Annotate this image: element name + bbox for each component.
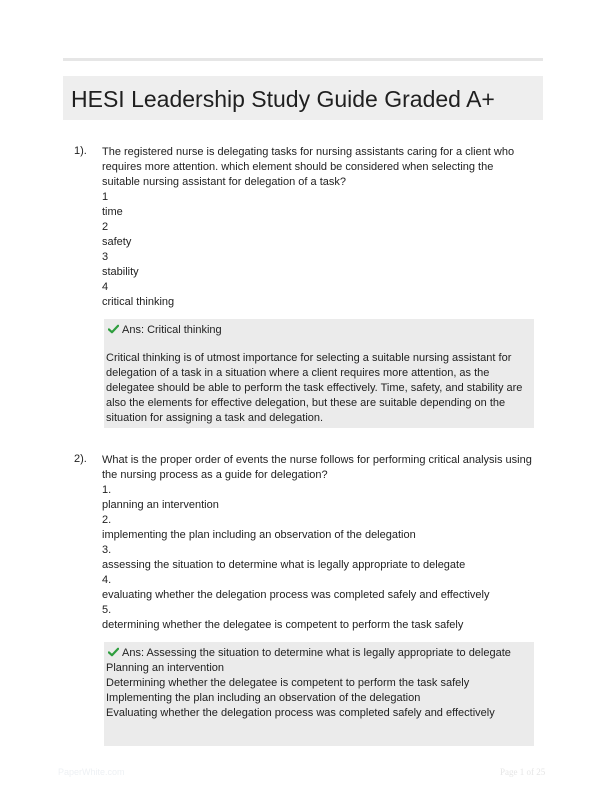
checkmark-icon — [108, 647, 119, 657]
footer-watermark: PaperWhite.com — [58, 767, 125, 777]
option-number: 1 — [102, 191, 109, 203]
option-number: 4 — [102, 281, 109, 293]
option-text: implementing the plan including an observation of the delegation — [102, 529, 416, 541]
option-text: time — [102, 206, 123, 218]
question-number: 2). — [74, 453, 87, 465]
option-number: 3 — [102, 251, 109, 263]
option-text: critical thinking — [102, 296, 175, 308]
answer-step: Evaluating whether the delegation process was completed safely and effectively — [106, 707, 495, 719]
question-content — [102, 453, 534, 633]
answer-label: Ans: Critical thinking — [122, 324, 222, 336]
answer-step: Determining whether the delegatee is competent to perform the task safely — [106, 677, 470, 689]
option-text: evaluating whether the delegation process was completed safely and effectively — [102, 589, 490, 601]
top-divider — [63, 58, 543, 61]
document-title: HESI Leadership Study Guide Graded A+ — [71, 86, 495, 112]
question-text: The registered nurse is delegating tasks for nursing assistants caring for a client who requires more attention. which element should be considered when selecting the suitable nursing assistant for delegation of a task? — [102, 146, 515, 188]
option-number: 5. — [102, 604, 112, 616]
answer-step: Planning an intervention — [106, 662, 225, 674]
option-number: 2. — [102, 514, 112, 526]
question-content — [102, 145, 534, 310]
answer-box-1 — [104, 319, 534, 428]
option-text: stability — [102, 266, 139, 278]
option-number: 2 — [102, 221, 109, 233]
option-text: safety — [102, 236, 132, 248]
option-text: determining whether the delegatee is competent to perform the task safely — [102, 619, 464, 631]
question-text: What is the proper order of events the nurse follows for performing critical analysis using the nursing process as a guide for delegation? — [102, 454, 532, 481]
answer-heading — [108, 646, 511, 661]
answer-step: Implementing the plan including an observation of the delegation — [106, 692, 421, 704]
question-number: 1). — [74, 145, 87, 157]
option-text: planning an intervention — [102, 499, 219, 511]
answer-box-2 — [104, 642, 534, 746]
answer-label: Ans: Assessing the situation to determine what is legally appropriate to delegate — [122, 647, 511, 659]
page-number: Page 1 of 25 — [500, 767, 546, 777]
checkmark-icon — [108, 324, 119, 334]
answer-sequence — [106, 661, 532, 721]
option-text: assessing the situation to determine what is legally appropriate to delegate — [102, 559, 466, 571]
answer-explanation: Critical thinking is of utmost importance for selecting a suitable nursing assistant for delegation of a task in a situation where a client requires more attention, as the delegatee should be able to perform the task effectively. Time, safety, and stability are also the elements for effective delegation, but these are suitable depending on the situation for assigning a task and delegation. — [106, 352, 523, 424]
answer-heading — [108, 323, 222, 338]
option-number: 4. — [102, 574, 112, 586]
option-number: 3. — [102, 544, 112, 556]
option-number: 1. — [102, 484, 112, 496]
title-banner — [63, 76, 543, 120]
